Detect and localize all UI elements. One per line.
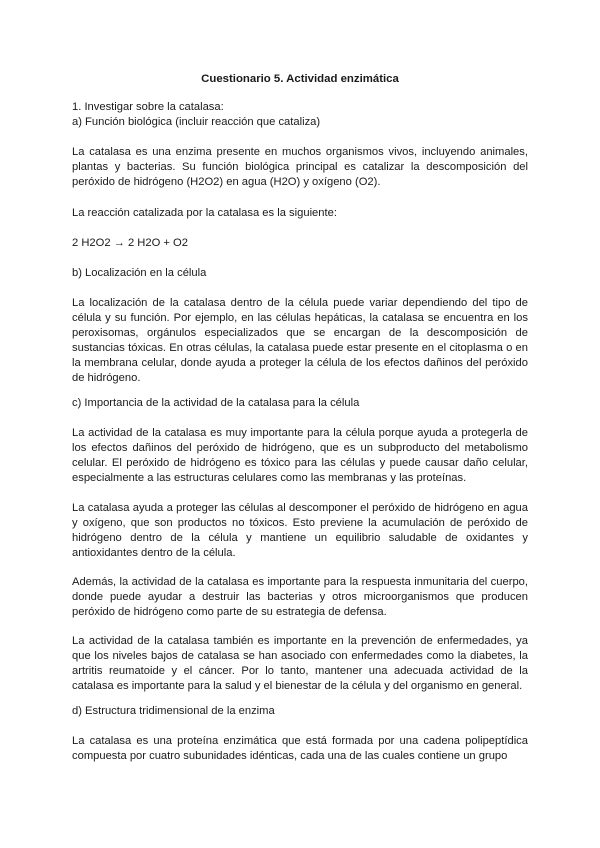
document-title: Cuestionario 5. Actividad enzimática <box>201 73 399 85</box>
paragraph-importance-3: Además, la actividad de la catalasa es importante para la respuesta inmunitaria del cuerpo, donde puede ayudar a destruir las bacterias y otros microorganismos que producen peróxido de hidrógeno como parte de su estrategia de defensa. <box>72 576 528 618</box>
paragraph-localization: La localización de la catalasa dentro de la célula puede variar dependiendo del tipo de célula y su función. Por ejemplo, en las células hepáticas, la catalasa se encuentra en los peroxisomas, orgánulos especializados que se encargan de la descomposición de sustancias tóxicas. En otras células, la catalasa puede estar presente en el citoplasma o en la membrana celular, donde ayuda a proteger la célula de los efectos dañinos del peróxido de hidrógeno. <box>72 297 528 384</box>
section-d-heading: d) Estructura tridimensional de la enzima <box>72 705 275 717</box>
paragraph-importance-2: La catalasa ayuda a proteger las células al descomponer el peróxido de hidrógeno en agua y oxígeno, que son productos no tóxicos. Esto previene la acumulación de peróxido de hidrógeno dentro de la célula y mantiene un equilibrio saludable de oxidantes y antioxidantes dentro de la célula. <box>72 502 528 559</box>
paragraph-structure: La catalasa es una proteína enzimática que está formada por una cadena polipeptídica compuesta por cuatro subunidades idénticas, cada una de las cuales contiene un grupo <box>72 735 528 762</box>
paragraph-function: La catalasa es una enzima presente en muchos organismos vivos, incluyendo animales, plantas y bacterias. Su función biológica principal es catalizar la descomposición del peróxido de hidrógeno (H2O2) en agua (H2O) y oxígeno (O2). <box>72 146 528 188</box>
paragraph-reaction-intro: La reacción catalizada por la catalasa es la siguiente: <box>72 207 337 219</box>
section-a-heading: a) Función biológica (incluir reacción que cataliza) <box>72 116 321 128</box>
paragraph-importance-1: La actividad de la catalasa es muy importante para la célula porque ayuda a protegerla de los efectos dañinos del peróxido de hidrógeno, que es un subproducto del metabolismo celular. El peróxido de hidrógeno es tóxico para las células y puede causar daño celular, especialmente a las estructuras celulares como las membranas y las proteínas. <box>72 427 528 484</box>
paragraph-importance-4: La actividad de la catalasa también es importante en la prevención de enfermedades, ya que los niveles bajos de catalasa se han asociado con enfermedades como la diabetes, la artritis reumatoide y el cáncer. Por lo tanto, mantener una adecuada actividad de la catalasa es importante para la salud y el bienestar de la célula y del organismo en general. <box>72 635 528 692</box>
question-heading: 1. Investigar sobre la catalasa: <box>72 101 224 113</box>
reaction-equation: 2 H2O2 → 2 H2O + O2 <box>72 237 188 249</box>
section-c-heading: c) Importancia de la actividad de la catalasa para la célula <box>72 397 360 409</box>
section-b-heading: b) Localización en la célula <box>72 267 207 279</box>
